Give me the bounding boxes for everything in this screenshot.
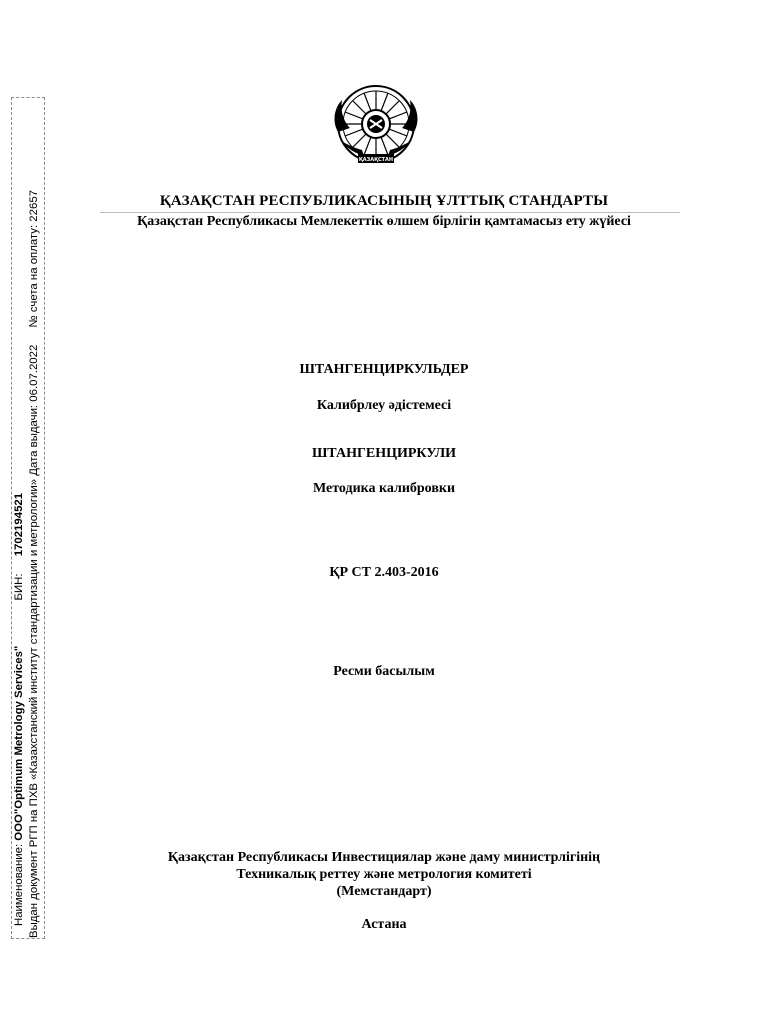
- footer-short-name: (Мемстандарт): [336, 884, 432, 899]
- header-divider: [100, 212, 680, 213]
- footer-ministry: Қазақстан Республикасы Инвестициялар және даму министрлігінің: [167, 850, 601, 865]
- stamp-bin-value: 1702194521: [13, 492, 25, 557]
- edition-label: Ресми басылым: [333, 664, 435, 679]
- standard-code: ҚР СТ 2.403-2016: [329, 565, 439, 580]
- document-subtitle-ru: Методика калибровки: [312, 481, 456, 496]
- stamp-name-value: ООО"Optimum Metrology Services": [13, 645, 25, 841]
- emblem-inscription: ҚАЗАҚСТАН: [358, 157, 394, 163]
- stamp-date-label: Дата выдачи:: [28, 404, 40, 476]
- standard-title: ҚАЗАҚСТАН РЕСПУБЛИКАСЫНЫҢ ҰЛТТЫҚ СТАНДАРТЫ: [159, 193, 609, 209]
- document-subtitle-kz: Калибрлеу әдістемесі: [316, 398, 452, 413]
- footer-city: Астана: [361, 917, 407, 932]
- footer-committee: Техникалық реттеу және метрология комитеті: [236, 867, 532, 882]
- stamp-name-label: Наименование:: [13, 843, 25, 926]
- document-title-kz: ШТАНГЕНЦИРКУЛЬДЕР: [299, 362, 469, 377]
- system-title: Қазақстан Республикасы Мемлекеттік өлшем бірлігін қамтамасыз ету жүйесі: [137, 214, 631, 229]
- document-title-ru: ШТАНГЕНЦИРКУЛИ: [311, 446, 457, 461]
- stamp-invoice-value: 22657: [28, 190, 40, 222]
- state-emblem-icon: [328, 84, 424, 170]
- stamp-date-value: 06.07.2022: [28, 344, 40, 402]
- stamp-bin-label: БИН:: [13, 573, 25, 601]
- stamp-invoice-label: № счета на оплату:: [28, 224, 40, 328]
- stamp-issued-text: Выдан документ РГП на ПХВ «Казахстанский институт стандартизации и метрологии»: [28, 478, 40, 938]
